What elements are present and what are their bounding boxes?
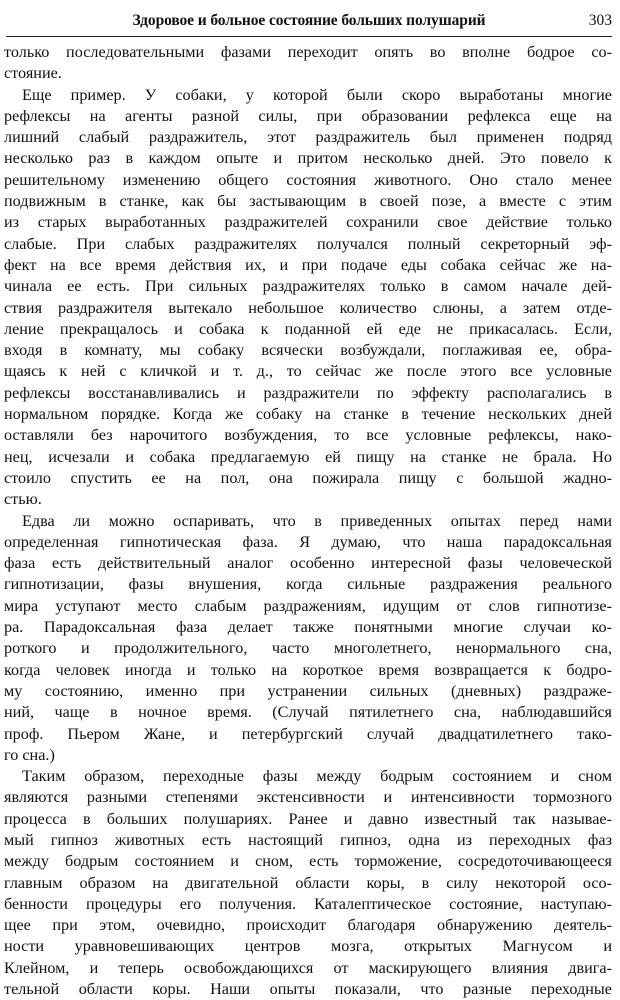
text-line: процесса в больших полушариях. Ранее и давно известный так называе- [4,809,612,828]
text-line: являются разными степенями экстенсивности и интенсивности тормозного [4,788,612,807]
text-line: подвижным в станке, как бы застывающим в своей позе, а вместе с этим [4,192,612,211]
text-line: когда человек иногда и только на короткое время возвращается к бодро- [4,660,612,679]
text-line: гипнотизации, фазы внушения, когда сильные раздражения реального [4,575,612,594]
text-line: несколько раз в каждом опыте и притом несколько дней. Это повело к [4,149,612,168]
text-line: чинала ее есть. При сильных раздражителях только в самом начале дей- [4,277,612,296]
text-line: Еще пример. У собаки, у которой были скоро выработаны многие [22,85,612,104]
text-line: роткого и продолжительного, часто многолетнего, ненормального сна, [4,639,612,658]
text-line: оставляли без нарочитого возбуждения, то все условные рефлексы, нако- [4,426,612,445]
text-line: между бодрым состоянием и сном, есть торможение, сосредоточивающееся [4,852,612,871]
text-line: го сна.) [4,745,55,764]
text-line: ствия раздражителя вытекало небольшое количество слюны, а затем отде- [4,298,612,317]
text-line: Едва ли можно оспаривать, что в приведенных опытах перед нами [22,511,612,530]
text-line: ности уравновешивающих центров мозга, открытых Магнусом и [4,937,612,956]
body-text [4,42,612,1000]
text-line: ра. Парадоксальная фаза делает также понятными многие случаи ко- [4,618,612,637]
text-line: стоило спустить ее на пол, она пожирала пищу с большой жадно- [4,468,612,487]
text-line: входя в комнату, мы собаку всячески возбуждали, поглаживая ее, обра- [4,341,612,360]
text-line: решительному изменению общего состояния животного. Оно стало менее [4,170,612,189]
text-line: ление прекращалось и собака к поданной ей еде не прикасалась. Если, [4,319,612,338]
page-number: 303 [588,12,612,29]
text-line: рефлексы на агенты разной силы, при образовании рефлекса еще на [4,106,612,125]
text-line: щаясь к ней с кличкой и т. д., то сейчас же после этого все условные [4,362,612,381]
text-line: нормальном порядке. Когда же собаку на станке в течение нескольких дней [4,405,612,424]
text-line: Таким образом, переходные фазы между бодрым состоянием и сном [22,767,612,786]
text-line: мый гипноз животных есть настоящий гипноз, одна из переходных фаз [4,830,612,849]
text-line: Клейном, и теперь освобождающихся от маскирующего влияния двига- [4,958,612,977]
text-line: слабые. При слабых раздражителях получался полный секреторный эф- [4,234,612,253]
text-line: тельной области коры. Наши опыты показали, что разные переходные [4,980,612,999]
text-line: ний, чаще в ночное время. (Случай пятилетнего сна, наблюдавшийся [4,703,612,722]
text-line: щее при этом, очевидно, происходит благодаря обнаружению деятель- [4,916,612,935]
running-title: Здоровое и больное состояние больших полушарий [132,12,486,29]
text-line: проф. Пьером Жане, и петербургский случай двадцатилетнего тако- [4,724,612,743]
text-line: главным образом на двигательной области коры, в силу некоторой осо- [4,873,612,892]
text-line: фаза есть действительный аналог особенно интересной фазы человеческой [4,554,612,573]
text-line: из старых выработанных раздражителей сохранили свое действие только [4,213,612,232]
text-line: рефлексы восстанавливались и раздражители по эффекту располагались в [4,383,612,402]
text-line: фект на все время действия их, и при подаче еды собака сейчас же на- [4,255,612,274]
running-head [6,6,612,37]
text-line: нец, исчезали и собака предлагаемую ей пищу на станке не брала. Но [4,447,612,466]
text-line: стояние. [4,64,62,83]
text-line: стью. [4,490,42,509]
text-line: лишний слабый раздражитель, этот раздражитель был применен подряд [4,128,612,147]
text-line: только последовательными фазами переходит опять во вполне бодрое со- [4,43,612,61]
text-line: мира уступают место слабым раздражениям, идущим от слов гипнотизе- [4,596,612,615]
text-line: бенности процедуры его получения. Каталептическое состояние, наступаю- [4,894,612,913]
text-line: му состоянию, именно при устранении сильных (дневных) раздраже- [4,681,612,700]
text-line: определенная гипнотическая фаза. Я думаю, что наша парадоксальная [4,532,612,551]
